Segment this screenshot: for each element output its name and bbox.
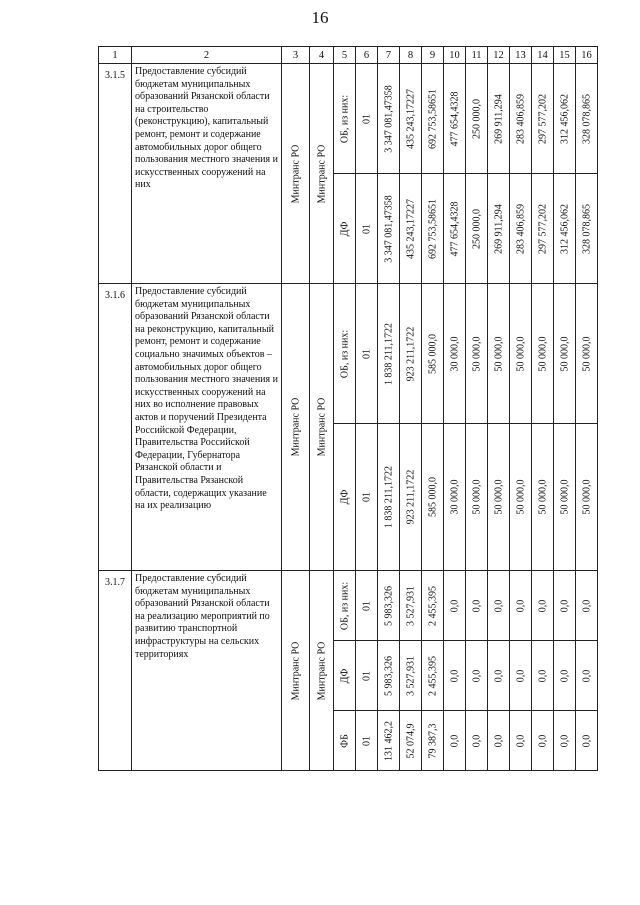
funding-source-cell-text: ОБ, из них: bbox=[339, 329, 350, 378]
amount-cell-text: 0,0 bbox=[581, 669, 592, 682]
item-number: 3.1.6 bbox=[99, 284, 132, 571]
funding-source-cell bbox=[334, 174, 356, 284]
amount-cell bbox=[400, 284, 422, 424]
amount-cell-text: 0,0 bbox=[537, 669, 548, 682]
amount-cell-text: 328 078,865 bbox=[581, 93, 592, 144]
amount-cell-text: 30 000,0 bbox=[449, 336, 460, 371]
header-cell: 15 bbox=[554, 47, 576, 64]
amount-cell-text: 50 000,0 bbox=[537, 336, 548, 371]
table-row bbox=[99, 284, 598, 424]
amount-cell-text: 0,0 bbox=[559, 734, 570, 747]
amount-cell bbox=[576, 424, 598, 571]
header-cell: 14 bbox=[532, 47, 554, 64]
agency-cell bbox=[282, 284, 310, 571]
amount-cell bbox=[400, 571, 422, 641]
amount-cell bbox=[444, 174, 466, 284]
amount-cell bbox=[422, 424, 444, 571]
code-cell-text: 01 bbox=[361, 348, 372, 359]
amount-cell-text: 477 654,4328 bbox=[449, 91, 460, 146]
amount-cell-text: 3 347 081,47358 bbox=[383, 194, 394, 263]
code-cell bbox=[356, 641, 378, 711]
amount-cell-text: 312 456,062 bbox=[559, 203, 570, 254]
amount-cell bbox=[444, 284, 466, 424]
executor-cell bbox=[310, 64, 334, 284]
code-cell bbox=[356, 424, 378, 571]
executor-cell-text: Минтранс РО bbox=[316, 397, 327, 457]
amount-cell bbox=[400, 711, 422, 771]
amount-cell bbox=[466, 174, 488, 284]
amount-cell bbox=[422, 571, 444, 641]
item-number: 3.1.5 bbox=[99, 64, 132, 284]
amount-cell-text: 5 983,326 bbox=[383, 655, 394, 696]
amount-cell-text: 2 455,395 bbox=[427, 585, 438, 626]
item-name: Предоставление субсидий бюджетам муниципальных образований Рязанской области на реконструкцию, капитальный ремонт, ремонт и содержание социально значимых объектов – автомобильных дорог общего пользования местного значения и искусственных сооружений на них во исполнение правовых актов и поручений Президента Российской Федерации, Правительства Российской Федерации, Губернатора Рязанской области и Правительства Рязанской области, содержащих указание на их реализацию bbox=[132, 284, 282, 571]
amount-cell-text: 0,0 bbox=[537, 599, 548, 612]
amount-cell-text: 50 000,0 bbox=[493, 479, 504, 515]
amount-cell-text: 692 753,58651 bbox=[427, 198, 438, 259]
amount-cell bbox=[378, 424, 400, 571]
amount-cell-text: 0,0 bbox=[515, 599, 526, 612]
header-cell: 9 bbox=[422, 47, 444, 64]
amount-cell bbox=[554, 284, 576, 424]
amount-cell-text: 50 000,0 bbox=[493, 336, 504, 371]
amount-cell bbox=[576, 174, 598, 284]
amount-cell bbox=[488, 711, 510, 771]
amount-cell-text: 269 911,294 bbox=[493, 203, 504, 254]
amount-cell bbox=[378, 571, 400, 641]
amount-cell bbox=[378, 711, 400, 771]
amount-cell bbox=[444, 424, 466, 571]
code-cell-text: 01 bbox=[361, 600, 372, 611]
item-name: Предоставление субсидий бюджетам муниципальных образований Рязанской области на реализацию мероприятий по развитию транспортной инфраструктуры на сельских территориях bbox=[132, 571, 282, 771]
amount-cell bbox=[422, 284, 444, 424]
code-cell-text: 01 bbox=[361, 670, 372, 681]
amount-cell-text: 52 074,9 bbox=[405, 723, 416, 758]
amount-cell-text: 477 654,4328 bbox=[449, 201, 460, 256]
amount-cell-text: 30 000,0 bbox=[449, 479, 460, 515]
header-cell: 1 bbox=[99, 47, 132, 64]
amount-cell bbox=[510, 284, 532, 424]
amount-cell-text: 297 577,202 bbox=[537, 93, 548, 144]
amount-cell-text: 328 078,865 bbox=[581, 203, 592, 254]
amount-cell bbox=[488, 571, 510, 641]
amount-cell-text: 3 527,931 bbox=[405, 585, 416, 626]
code-cell bbox=[356, 711, 378, 771]
amount-cell bbox=[488, 424, 510, 571]
amount-cell bbox=[576, 571, 598, 641]
header-cell: 8 bbox=[400, 47, 422, 64]
amount-cell-text: 0,0 bbox=[515, 669, 526, 682]
code-cell-text: 01 bbox=[361, 492, 372, 502]
code-cell bbox=[356, 174, 378, 284]
item-number: 3.1.7 bbox=[99, 571, 132, 771]
amount-cell-text: 283 406,859 bbox=[515, 203, 526, 254]
amount-cell-text: 131 462,2 bbox=[383, 720, 394, 761]
amount-cell bbox=[532, 174, 554, 284]
header-cell: 5 bbox=[334, 47, 356, 64]
amount-cell-text: 50 000,0 bbox=[471, 479, 482, 515]
amount-cell bbox=[576, 641, 598, 711]
amount-cell-text: 0,0 bbox=[493, 669, 504, 682]
amount-cell-text: 435 243,17227 bbox=[405, 88, 416, 149]
program-table bbox=[98, 46, 598, 771]
amount-cell-text: 250 000,0 bbox=[471, 98, 482, 139]
header-cell: 6 bbox=[356, 47, 378, 64]
amount-cell-text: 923 211,1722 bbox=[405, 469, 416, 525]
amount-cell-text: 50 000,0 bbox=[515, 336, 526, 371]
amount-cell-text: 1 838 211,1722 bbox=[383, 322, 394, 385]
amount-cell bbox=[466, 424, 488, 571]
funding-source-cell-text: ОБ, из них: bbox=[339, 581, 350, 630]
amount-cell-text: 297 577,202 bbox=[537, 203, 548, 254]
amount-cell-text: 50 000,0 bbox=[559, 336, 570, 371]
amount-cell bbox=[532, 284, 554, 424]
amount-cell-text: 435 243,17227 bbox=[405, 198, 416, 259]
amount-cell bbox=[466, 284, 488, 424]
amount-cell bbox=[400, 424, 422, 571]
funding-source-cell bbox=[334, 571, 356, 641]
amount-cell-text: 79 387,3 bbox=[427, 723, 438, 758]
amount-cell bbox=[554, 571, 576, 641]
funding-source-cell-text: ДФ bbox=[339, 221, 350, 236]
amount-cell bbox=[466, 641, 488, 711]
amount-cell bbox=[466, 64, 488, 174]
amount-cell bbox=[444, 641, 466, 711]
amount-cell-text: 0,0 bbox=[581, 734, 592, 747]
amount-cell-text: 0,0 bbox=[515, 734, 526, 747]
amount-cell bbox=[488, 641, 510, 711]
amount-cell bbox=[554, 424, 576, 571]
funding-source-cell-text: ФБ bbox=[339, 733, 350, 748]
agency-cell-text: Минтранс РО bbox=[290, 641, 301, 700]
amount-cell bbox=[378, 641, 400, 711]
amount-cell-text: 250 000,0 bbox=[471, 208, 482, 249]
amount-cell-text: 50 000,0 bbox=[581, 479, 592, 515]
table-row bbox=[99, 64, 598, 174]
amount-cell-text: 0,0 bbox=[471, 734, 482, 747]
funding-source-cell-text: ОБ, из них: bbox=[339, 94, 350, 143]
header-cell: 3 bbox=[282, 47, 310, 64]
amount-cell-text: 0,0 bbox=[537, 734, 548, 747]
funding-source-cell bbox=[334, 64, 356, 174]
executor-cell-text: Минтранс РО bbox=[316, 144, 327, 203]
code-cell bbox=[356, 284, 378, 424]
amount-cell-text: 0,0 bbox=[559, 599, 570, 612]
amount-cell bbox=[444, 571, 466, 641]
header-cell: 10 bbox=[444, 47, 466, 64]
amount-cell bbox=[400, 174, 422, 284]
amount-cell-text: 2 455,395 bbox=[427, 655, 438, 696]
amount-cell bbox=[576, 711, 598, 771]
code-cell-text: 01 bbox=[361, 113, 372, 124]
amount-cell bbox=[422, 64, 444, 174]
executor-cell-text: Минтранс РО bbox=[316, 641, 327, 700]
code-cell bbox=[356, 571, 378, 641]
amount-cell-text: 50 000,0 bbox=[581, 336, 592, 371]
table-row bbox=[99, 571, 598, 641]
amount-cell bbox=[378, 174, 400, 284]
amount-cell bbox=[488, 284, 510, 424]
amount-cell-text: 50 000,0 bbox=[515, 479, 526, 515]
executor-cell bbox=[310, 571, 334, 771]
amount-cell bbox=[532, 64, 554, 174]
page-number: 16 bbox=[311, 8, 329, 27]
amount-cell-text: 585 000,0 bbox=[427, 333, 438, 374]
amount-cell bbox=[510, 641, 532, 711]
amount-cell-text: 50 000,0 bbox=[537, 479, 548, 515]
amount-cell-text: 692 753,58651 bbox=[427, 88, 438, 149]
amount-cell-text: 269 911,294 bbox=[493, 93, 504, 144]
amount-cell bbox=[554, 641, 576, 711]
funding-source-cell-text: ДФ bbox=[339, 668, 350, 683]
amount-cell bbox=[466, 711, 488, 771]
amount-cell bbox=[532, 711, 554, 771]
amount-cell-text: 0,0 bbox=[581, 599, 592, 612]
amount-cell-text: 5 983,326 bbox=[383, 585, 394, 626]
amount-cell-text: 1 838 211,1722 bbox=[383, 465, 394, 529]
code-cell-text: 01 bbox=[361, 735, 372, 746]
amount-cell-text: 0,0 bbox=[493, 599, 504, 612]
agency-cell-text: Минтранс РО bbox=[290, 144, 301, 203]
amount-cell bbox=[422, 174, 444, 284]
amount-cell bbox=[554, 174, 576, 284]
executor-cell bbox=[310, 284, 334, 571]
amount-cell-text: 0,0 bbox=[559, 669, 570, 682]
amount-cell bbox=[532, 641, 554, 711]
amount-cell-text: 0,0 bbox=[449, 599, 460, 612]
header-cell: 16 bbox=[576, 47, 598, 64]
item-name: Предоставление субсидий бюджетам муниципальных образований Рязанской области на строительство (реконструкцию), капитальный ремонт, ремонт и содержание автомобильных дорог общего пользования местного значения и искусственных сооружений на них bbox=[132, 64, 282, 284]
amount-cell bbox=[576, 284, 598, 424]
amount-cell bbox=[378, 64, 400, 174]
amount-cell-text: 0,0 bbox=[493, 734, 504, 747]
amount-cell bbox=[400, 64, 422, 174]
funding-source-cell bbox=[334, 284, 356, 424]
header-cell: 13 bbox=[510, 47, 532, 64]
agency-cell-text: Минтранс РО bbox=[290, 397, 301, 457]
amount-cell-text: 3 347 081,47358 bbox=[383, 84, 394, 153]
amount-cell bbox=[378, 284, 400, 424]
amount-cell bbox=[510, 174, 532, 284]
amount-cell-text: 0,0 bbox=[449, 734, 460, 747]
amount-cell bbox=[488, 64, 510, 174]
amount-cell-text: 3 527,931 bbox=[405, 655, 416, 696]
code-cell bbox=[356, 64, 378, 174]
amount-cell bbox=[422, 711, 444, 771]
amount-cell bbox=[444, 64, 466, 174]
amount-cell bbox=[466, 571, 488, 641]
amount-cell bbox=[576, 64, 598, 174]
funding-source-cell-text: ДФ bbox=[339, 489, 350, 505]
header-cell: 12 bbox=[488, 47, 510, 64]
amount-cell bbox=[532, 571, 554, 641]
agency-cell bbox=[282, 571, 310, 771]
amount-cell bbox=[510, 424, 532, 571]
amount-cell bbox=[444, 711, 466, 771]
funding-source-cell bbox=[334, 711, 356, 771]
amount-cell bbox=[510, 711, 532, 771]
amount-cell-text: 923 211,1722 bbox=[405, 326, 416, 381]
amount-cell bbox=[532, 424, 554, 571]
header-cell: 4 bbox=[310, 47, 334, 64]
code-cell-text: 01 bbox=[361, 223, 372, 234]
header-cell: 7 bbox=[378, 47, 400, 64]
agency-cell bbox=[282, 64, 310, 284]
amount-cell-text: 0,0 bbox=[471, 669, 482, 682]
amount-cell-text: 0,0 bbox=[471, 599, 482, 612]
amount-cell-text: 585 000,0 bbox=[427, 477, 438, 517]
amount-cell bbox=[510, 64, 532, 174]
amount-cell-text: 50 000,0 bbox=[471, 336, 482, 371]
funding-source-cell bbox=[334, 424, 356, 571]
amount-cell bbox=[400, 641, 422, 711]
amount-cell bbox=[510, 571, 532, 641]
amount-cell bbox=[554, 711, 576, 771]
amount-cell-text: 312 456,062 bbox=[559, 93, 570, 144]
amount-cell-text: 0,0 bbox=[449, 669, 460, 682]
funding-source-cell bbox=[334, 641, 356, 711]
amount-cell bbox=[554, 64, 576, 174]
amount-cell-text: 283 406,859 bbox=[515, 93, 526, 144]
amount-cell bbox=[488, 174, 510, 284]
amount-cell-text: 50 000,0 bbox=[559, 479, 570, 515]
header-cell: 2 bbox=[132, 47, 282, 64]
header-cell: 11 bbox=[466, 47, 488, 64]
amount-cell bbox=[422, 641, 444, 711]
